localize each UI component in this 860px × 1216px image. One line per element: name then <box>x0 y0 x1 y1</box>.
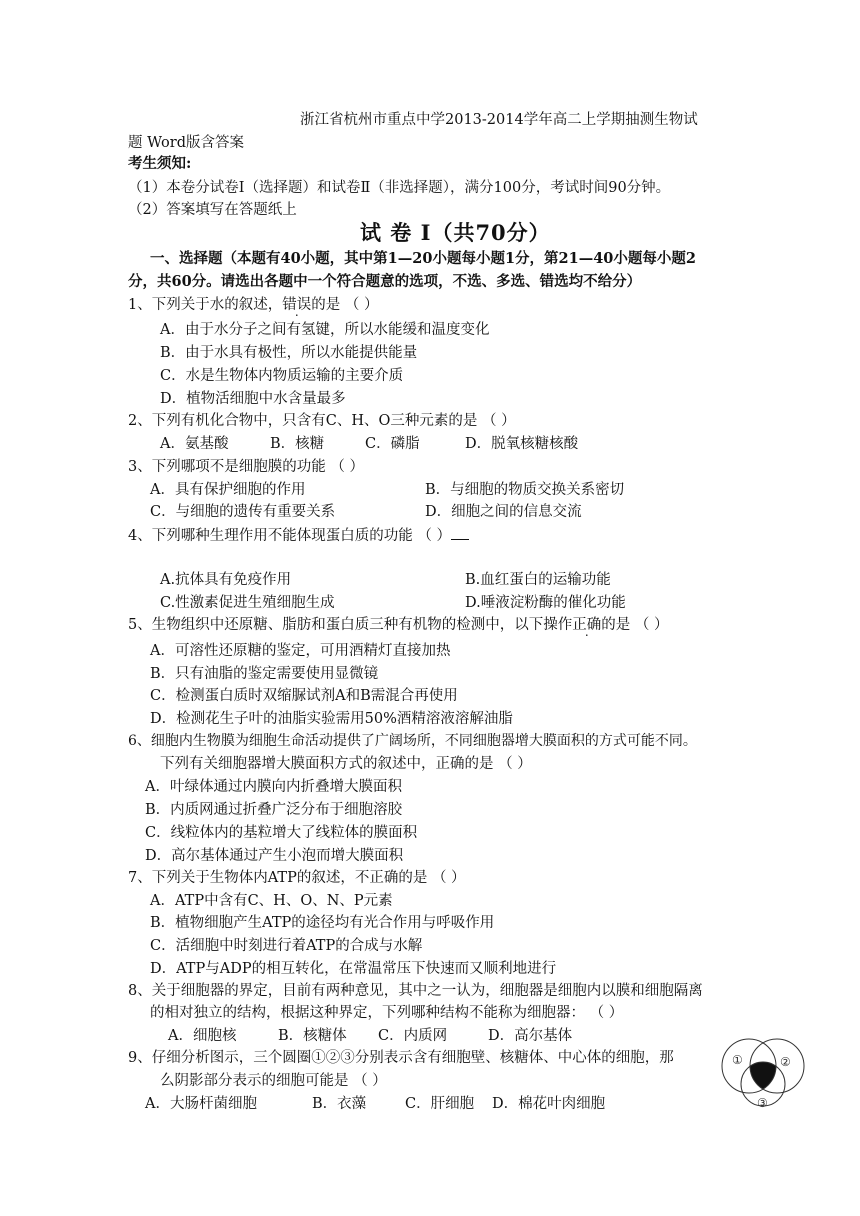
question-6-stem-1: 6、细胞内生物膜为细胞生命活动提供了广阔场所，不同细胞器增大膜面积的方式可能不同。 <box>128 733 697 749</box>
question-7-option-d: D．ATP与ADP的相互转化，在常温常压下快速而又顺利地进行 <box>150 961 557 977</box>
question-9-stem-1: 9、仔细分析图示，三个圆圈①②③分别表示含有细胞壁、核糖体、中心体的细胞，那 <box>128 1050 674 1066</box>
question-9-stem-2: 么阴影部分表示的细胞可能是 （ ） <box>160 1073 387 1089</box>
notice-item-1: （1）本卷分试卷Ⅰ（选择题）和试卷Ⅱ（非选择题），满分100分，考试时间90分钟。 <box>128 180 671 196</box>
question-9-option-c: C．肝细胞 <box>405 1096 475 1112</box>
notice-item-2: （2）答案填写在答题纸上 <box>128 202 297 218</box>
question-9-option-b: B．衣藻 <box>312 1096 367 1112</box>
question-6-stem-2: 下列有关细胞器增大膜面积方式的叙述中，正确的是 （ ） <box>160 756 532 772</box>
question-1-option-a: A．由于水分子之间有氢键，所以水能缓和温度变化 <box>160 322 490 338</box>
question-8-option-b: B．核糖体 <box>278 1028 347 1044</box>
question-1-emphasis: 错误 <box>282 297 312 313</box>
question-2-stem: 2、下列有机化合物中，只含有C、H、O三种元素的是 （ ） <box>128 413 516 429</box>
venn-label-3: ③ <box>757 1096 768 1110</box>
question-1-stem <box>128 295 378 315</box>
question-5-stem <box>128 615 668 635</box>
question-1-option-c: C．水是生物体内物质运输的主要介质 <box>160 368 404 384</box>
question-7-option-a: A．ATP中含有C、H、O、N、P元素 <box>150 893 393 909</box>
question-1-option-b: B．由于水具有极性，所以水能提供能量 <box>160 345 418 361</box>
venn-label-2: ② <box>780 1055 791 1069</box>
question-4-option-b: B.血红蛋白的运输功能 <box>465 572 611 588</box>
question-7-option-b: B．植物细胞产生ATP的途径均有光合作用与呼吸作用 <box>150 915 495 931</box>
question-4-stem <box>128 525 469 546</box>
question-6-option-b: B．内质网通过折叠广泛分布于细胞溶胶 <box>145 802 403 818</box>
question-8-option-c: C．内质网 <box>378 1028 448 1044</box>
question-2-option-d: D．脱氧核糖核酸 <box>465 436 579 452</box>
section-instruction-2: 分，共60分。请选出各题中一个符合题意的选项，不选、多选、错选均不给分） <box>128 273 642 290</box>
question-5-option-c: C．检测蛋白质时双缩脲试剂A和B需混合再使用 <box>150 688 458 704</box>
question-6-option-c: C．线粒体内的基粒增大了线粒体的膜面积 <box>145 825 418 841</box>
venn-label-1: ① <box>732 1053 743 1067</box>
question-1-stem-a: 1、下列关于水的叙述， <box>128 297 283 313</box>
question-3-option-c: C．与细胞的遗传有重要关系 <box>150 504 336 520</box>
question-9-option-d: D．棉花叶肉细胞 <box>492 1096 606 1112</box>
question-2-option-b: B．核糖 <box>270 436 325 452</box>
question-7-stem: 7、下列关于生物体内ATP的叙述，不正确的是 （ ） <box>128 870 466 886</box>
question-3-option-a: A．具有保护细胞的作用 <box>150 482 306 498</box>
question-5-option-b: B．只有油脂的鉴定需要使用显微镜 <box>150 666 379 682</box>
question-5-option-a: A．可溶性还原糖的鉴定，可用酒精灯直接加热 <box>150 643 451 659</box>
question-6-option-a: A．叶绿体通过内膜向内折叠增大膜面积 <box>145 779 402 795</box>
question-7-option-c: C．活细胞中时刻进行着ATP的合成与水解 <box>150 938 423 954</box>
question-8-option-a: A．细胞核 <box>168 1028 237 1044</box>
question-3-option-d: D．细胞之间的信息交流 <box>425 504 582 520</box>
question-2-option-c: C．磷脂 <box>365 436 420 452</box>
question-2-option-a: A．氨基酸 <box>160 436 229 452</box>
question-4-option-d: D.唾液淀粉酶的催化功能 <box>465 595 626 611</box>
question-4-option-c: C.性激素促进生殖细胞生成 <box>160 595 335 611</box>
question-8-option-d: D．高尔基体 <box>488 1028 573 1044</box>
venn-diagram <box>718 1038 808 1110</box>
question-4-stem-text: 4、下列哪种生理作用不能体现蛋白质的功能 （ ） <box>128 528 451 544</box>
question-4-answer-blank <box>451 525 469 540</box>
question-5-emphasis: 正确 <box>572 617 602 633</box>
section-title: 试 卷 Ⅰ（共70分） <box>360 220 551 245</box>
question-1-option-d: D．植物活细胞中水含量最多 <box>160 391 346 407</box>
question-5-option-d: D．检测花生子叶的油脂实验需用50%酒精溶液溶解油脂 <box>150 711 513 727</box>
document-title-line1: 浙江省杭州市重点中学2013-2014学年高二上学期抽测生物试 <box>300 112 698 128</box>
question-4-option-a: A.抗体具有免疫作用 <box>160 572 292 588</box>
section-instruction-1: 一、选择题（本题有40小题，其中第1—20小题每小题1分，第21—40小题每小题2 <box>150 250 696 267</box>
question-3-option-b: B．与细胞的物质交换关系密切 <box>425 482 625 498</box>
question-6-option-d: D．高尔基体通过产生小泡而增大膜面积 <box>145 848 404 864</box>
question-9-option-a: A．大肠杆菌细胞 <box>145 1096 257 1112</box>
question-1-stem-b: 的是 （ ） <box>311 297 379 313</box>
question-3-stem: 3、下列哪项不是细胞膜的功能 （ ） <box>128 459 364 475</box>
document-title-line2: 题 Word版含答案 <box>128 135 244 151</box>
notice-heading: 考生须知: <box>128 155 192 172</box>
question-8-stem-2: 的相对独立的结构，根据这种界定，下列哪种结构不能称为细胞器： （ ） <box>150 1005 624 1021</box>
question-5-stem-b: 的是 （ ） <box>601 617 669 633</box>
question-5-stem-a: 5、生物组织中还原糖、脂肪和蛋白质三种有机物的检测中，以下操作 <box>128 617 573 633</box>
question-8-stem-1: 8、关于细胞器的界定，目前有两种意见，其中之一认为，细胞器是细胞内以膜和细胞隔离 <box>128 983 703 999</box>
